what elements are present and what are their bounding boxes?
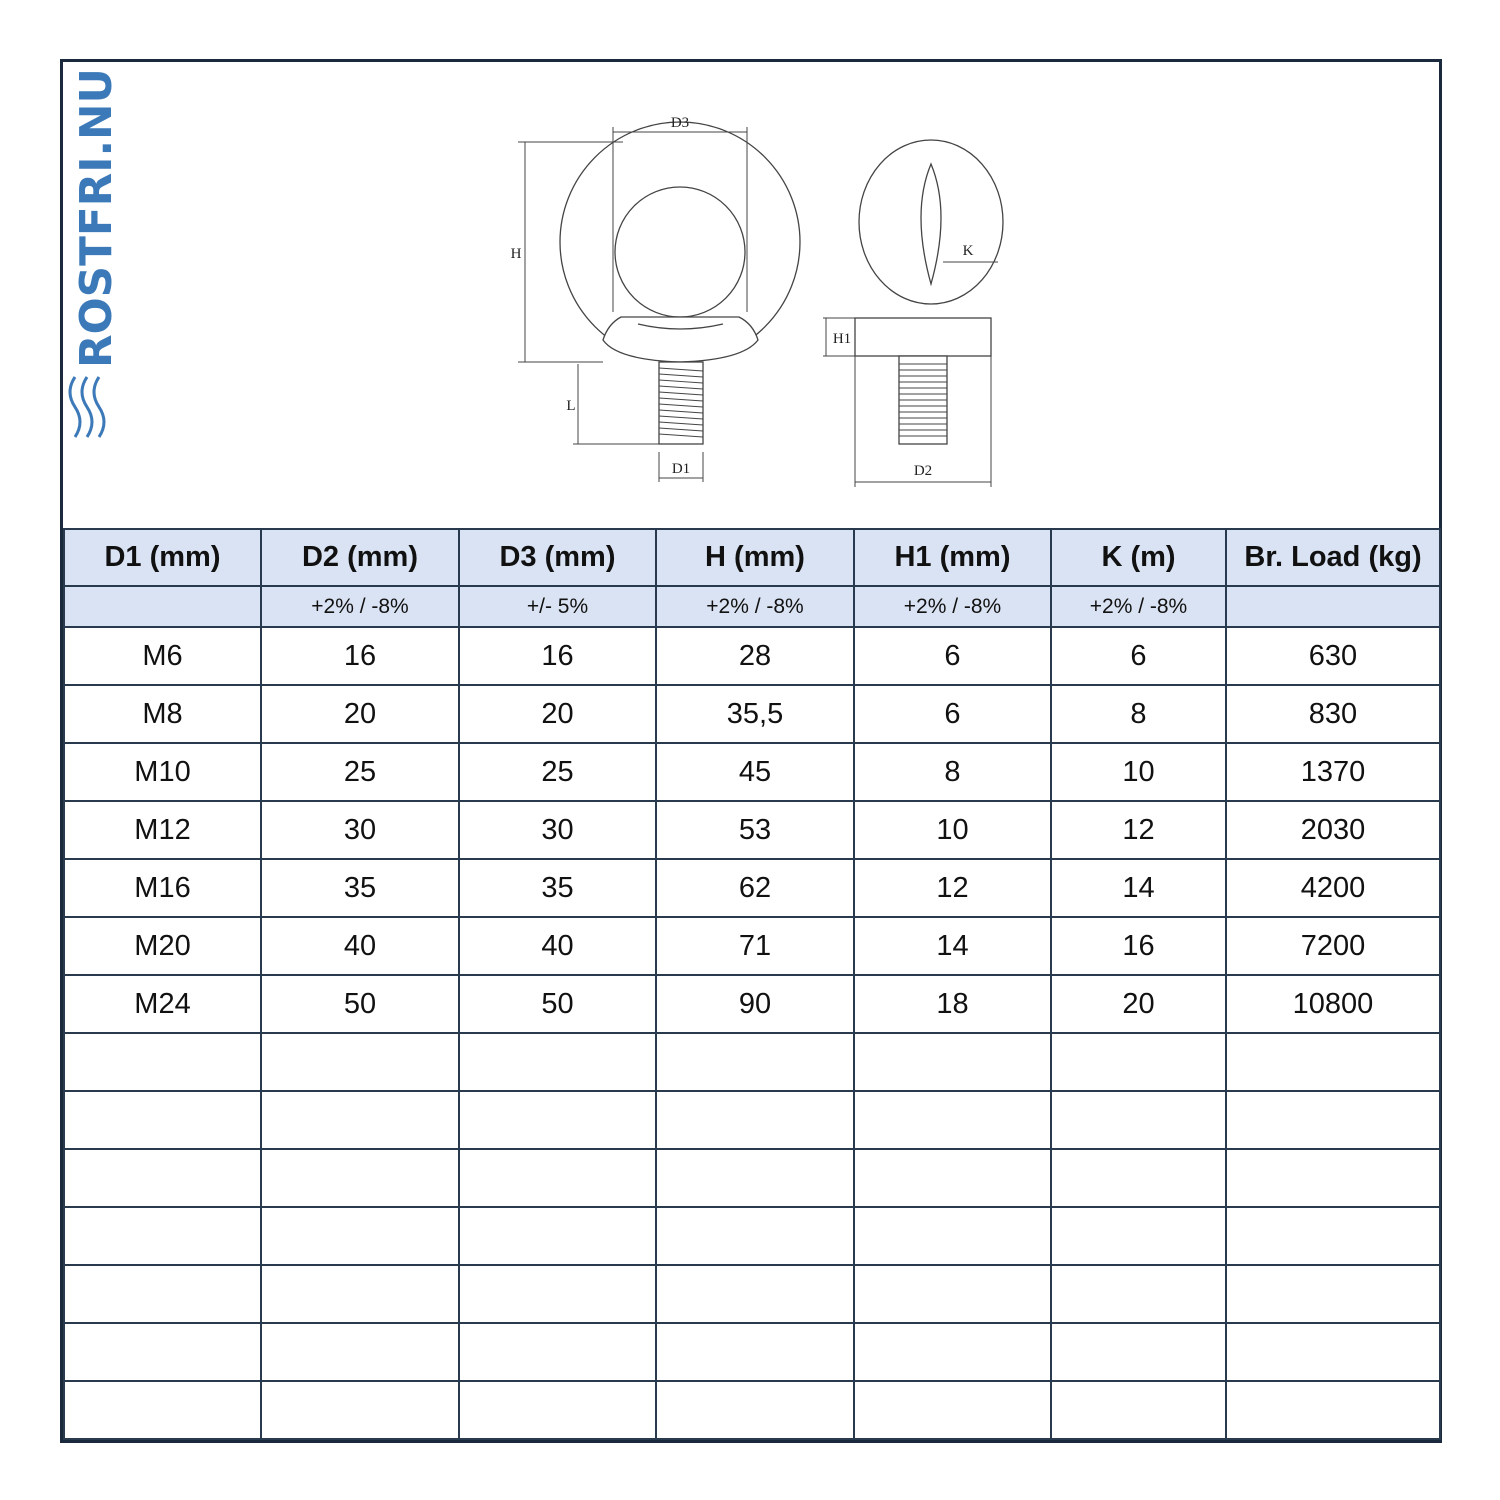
tolerance-cell (64, 586, 261, 627)
empty-cell (459, 1323, 656, 1381)
column-header: D1 (mm) (64, 529, 261, 586)
brand-logo (63, 62, 133, 442)
empty-cell (261, 1265, 459, 1323)
empty-cell (1051, 1381, 1226, 1439)
table-cell: 14 (1051, 859, 1226, 917)
empty-cell (459, 1207, 656, 1265)
empty-cell (1051, 1323, 1226, 1381)
table-cell: 12 (854, 859, 1051, 917)
column-header: H1 (mm) (854, 529, 1051, 586)
empty-cell (261, 1091, 459, 1149)
table-row (64, 685, 1440, 743)
table-cell: 7200 (1226, 917, 1440, 975)
empty-cell (656, 1323, 854, 1381)
tolerance-cell: +2% / -8% (261, 586, 459, 627)
collar-outline (603, 317, 758, 362)
table-cell: 630 (1226, 627, 1440, 685)
empty-cell (854, 1091, 1051, 1149)
table-cell: M20 (64, 917, 261, 975)
empty-cell (459, 1033, 656, 1091)
wave-icon (70, 377, 104, 437)
h1-label: H1 (832, 331, 852, 347)
table-cell: 20 (261, 685, 459, 743)
table-cell: 40 (261, 917, 459, 975)
d1-label: D1 (671, 461, 691, 477)
empty-cell (1226, 1207, 1440, 1265)
l-label: L (566, 398, 576, 414)
empty-cell (656, 1091, 854, 1149)
empty-table-row (64, 1265, 1440, 1323)
table-cell: 20 (459, 685, 656, 743)
column-header: D3 (mm) (459, 529, 656, 586)
table-cell: 40 (459, 917, 656, 975)
table-cell: M10 (64, 743, 261, 801)
table-cell: 8 (854, 743, 1051, 801)
empty-cell (1226, 1091, 1440, 1149)
table-row (64, 627, 1440, 685)
tolerance-row (64, 586, 1440, 627)
table-cell: 30 (261, 801, 459, 859)
empty-table-row (64, 1091, 1440, 1149)
spec-table (63, 528, 1441, 1440)
table-cell: M16 (64, 859, 261, 917)
table-row (64, 859, 1440, 917)
empty-cell (459, 1265, 656, 1323)
column-header: Br. Load (kg) (1226, 529, 1440, 586)
empty-cell (1226, 1265, 1440, 1323)
side-collar (855, 318, 991, 356)
empty-cell (854, 1381, 1051, 1439)
table-cell: 30 (459, 801, 656, 859)
empty-cell (64, 1207, 261, 1265)
d2-label: D2 (913, 463, 933, 479)
table-cell: 18 (854, 975, 1051, 1033)
table-row (64, 801, 1440, 859)
table-row (64, 975, 1440, 1033)
table-cell: 71 (656, 917, 854, 975)
empty-table-row (64, 1207, 1440, 1265)
table-cell: 8 (1051, 685, 1226, 743)
table-cell: 6 (854, 627, 1051, 685)
empty-cell (854, 1033, 1051, 1091)
table-cell: 20 (1051, 975, 1226, 1033)
table-cell: 25 (459, 743, 656, 801)
empty-cell (64, 1033, 261, 1091)
table-cell: 10800 (1226, 975, 1440, 1033)
empty-cell (261, 1207, 459, 1265)
tolerance-cell: +/- 5% (459, 586, 656, 627)
d3-label: D3 (670, 115, 690, 131)
table-cell: 1370 (1226, 743, 1440, 801)
empty-cell (1226, 1381, 1440, 1439)
table-cell: 16 (261, 627, 459, 685)
empty-cell (1051, 1033, 1226, 1091)
column-header: D2 (mm) (261, 529, 459, 586)
table-header-row (64, 529, 1440, 586)
empty-cell (64, 1323, 261, 1381)
column-header: K (m) (1051, 529, 1226, 586)
table-cell: 10 (1051, 743, 1226, 801)
table-cell: 35 (459, 859, 656, 917)
empty-table-row (64, 1381, 1440, 1439)
table-row (64, 917, 1440, 975)
empty-cell (1051, 1149, 1226, 1207)
column-header: H (mm) (656, 529, 854, 586)
empty-table-row (64, 1149, 1440, 1207)
table-cell: M6 (64, 627, 261, 685)
table-cell: 62 (656, 859, 854, 917)
empty-cell (1051, 1091, 1226, 1149)
empty-cell (459, 1381, 656, 1439)
logo-text: ROSTFRI.NU (71, 65, 122, 368)
tolerance-cell: +2% / -8% (656, 586, 854, 627)
table-row (64, 743, 1440, 801)
table-cell: 50 (459, 975, 656, 1033)
empty-table-row (64, 1323, 1440, 1381)
table-cell: 53 (656, 801, 854, 859)
empty-cell (1051, 1207, 1226, 1265)
h-label: H (510, 246, 522, 262)
empty-cell (854, 1265, 1051, 1323)
table-cell: 16 (459, 627, 656, 685)
table-cell: 12 (1051, 801, 1226, 859)
empty-cell (854, 1207, 1051, 1265)
k-label: K (962, 243, 974, 259)
empty-table-row (64, 1033, 1440, 1091)
empty-cell (1051, 1265, 1226, 1323)
empty-cell (459, 1149, 656, 1207)
empty-cell (261, 1323, 459, 1381)
table-cell: 90 (656, 975, 854, 1033)
empty-cell (64, 1381, 261, 1439)
table-cell: M8 (64, 685, 261, 743)
table-cell: 830 (1226, 685, 1440, 743)
empty-cell (1226, 1323, 1440, 1381)
empty-cell (656, 1149, 854, 1207)
table-cell: 4200 (1226, 859, 1440, 917)
empty-cell (656, 1265, 854, 1323)
table-cell: M12 (64, 801, 261, 859)
ring-inner-outline (615, 187, 745, 317)
empty-cell (656, 1381, 854, 1439)
tolerance-cell: +2% / -8% (854, 586, 1051, 627)
technical-drawing-area (63, 62, 1439, 528)
table-cell: 35,5 (656, 685, 854, 743)
empty-cell (1226, 1033, 1440, 1091)
empty-cell (656, 1207, 854, 1265)
empty-cell (261, 1149, 459, 1207)
empty-cell (854, 1149, 1051, 1207)
table-cell: 6 (1051, 627, 1226, 685)
empty-cell (459, 1091, 656, 1149)
empty-cell (261, 1033, 459, 1091)
table-cell: 14 (854, 917, 1051, 975)
table-cell: 10 (854, 801, 1051, 859)
table-cell: 50 (261, 975, 459, 1033)
table-cell: 28 (656, 627, 854, 685)
empty-cell (854, 1323, 1051, 1381)
table-cell: 6 (854, 685, 1051, 743)
empty-cell (261, 1381, 459, 1439)
table-cell: 16 (1051, 917, 1226, 975)
empty-cell (1226, 1149, 1440, 1207)
table-cell: 45 (656, 743, 854, 801)
table-cell: 35 (261, 859, 459, 917)
empty-cell (64, 1091, 261, 1149)
tolerance-cell: +2% / -8% (1051, 586, 1226, 627)
eye-bolt-drawing (63, 62, 1439, 528)
table-cell: M24 (64, 975, 261, 1033)
empty-cell (656, 1033, 854, 1091)
empty-cell (64, 1265, 261, 1323)
empty-cell (64, 1149, 261, 1207)
side-ring-inner (921, 164, 941, 284)
tolerance-cell (1226, 586, 1440, 627)
spec-sheet-frame (60, 59, 1442, 1443)
table-cell: 25 (261, 743, 459, 801)
table-cell: 2030 (1226, 801, 1440, 859)
